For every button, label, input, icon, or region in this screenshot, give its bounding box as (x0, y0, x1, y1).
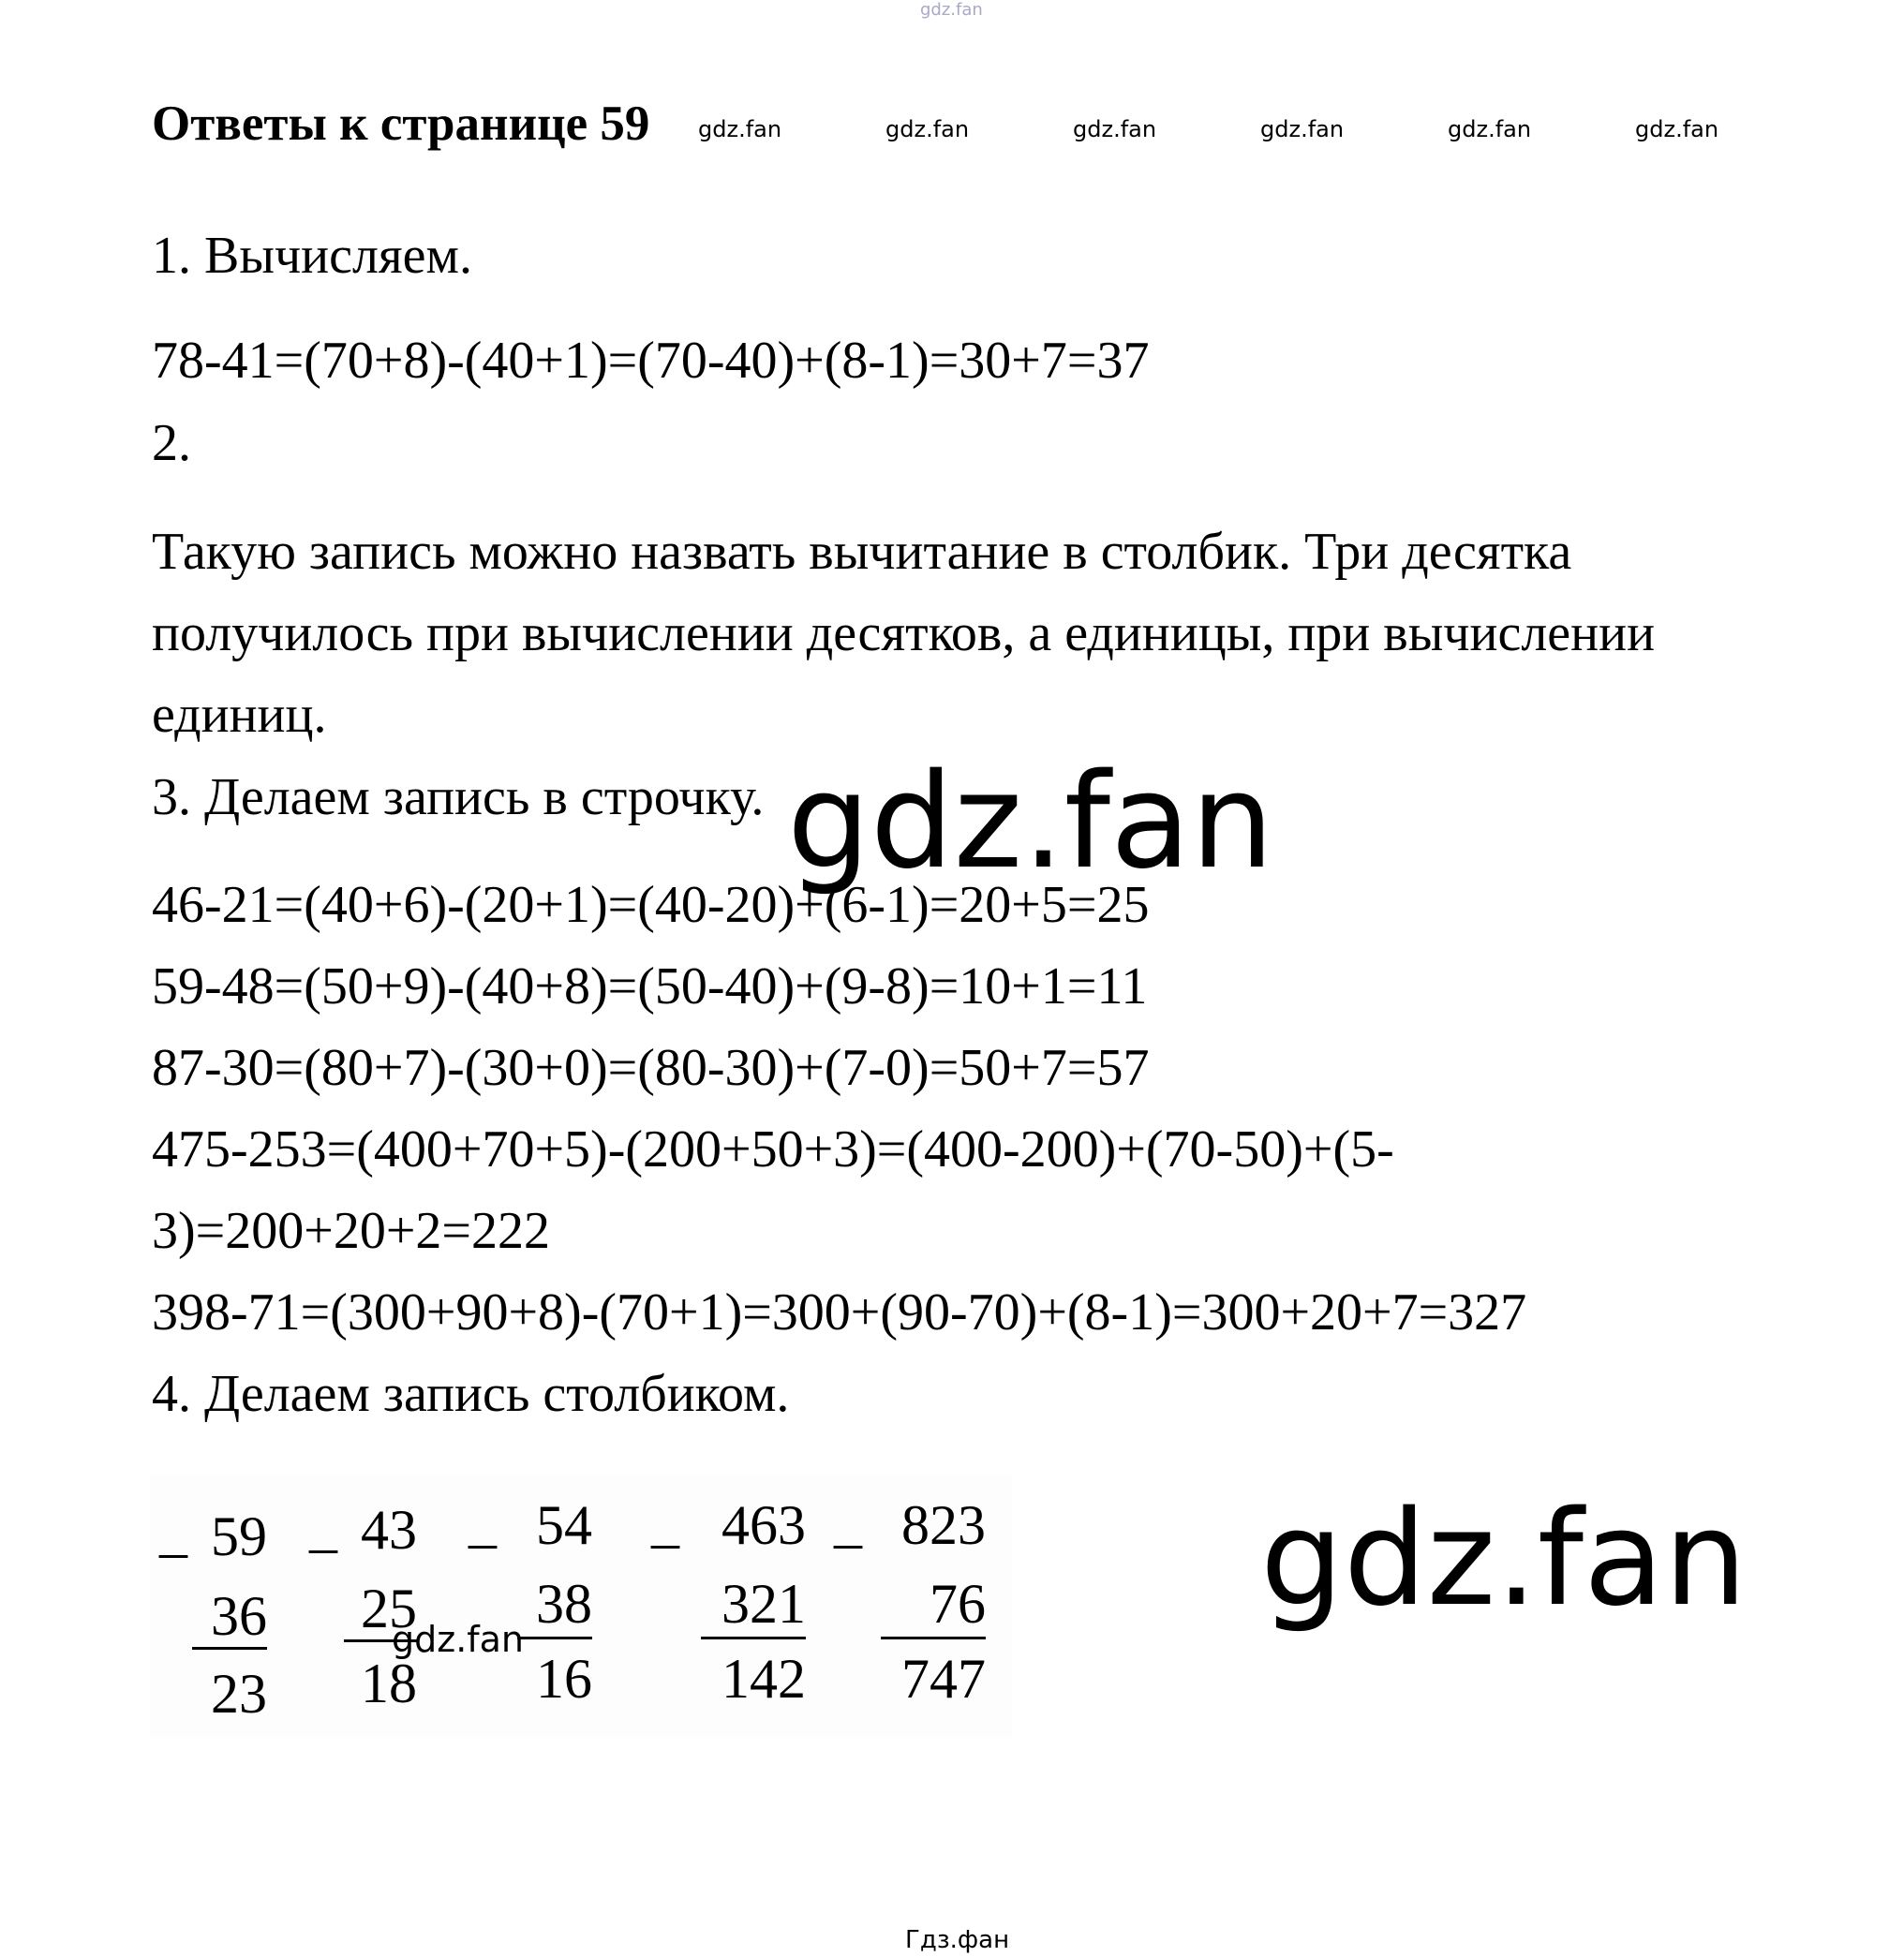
task-2-text-line-3: единиц. (152, 686, 327, 744)
minus-sign: _ (834, 1491, 862, 1553)
task-3-heading: 3. Делаем запись в строчку. (152, 768, 765, 826)
watermark-in-columns: gdz.fan (392, 1619, 525, 1660)
task-3-expression-3: 87-30=(80+7)-(30+0)=(80-30)+(7-0)=50+7=57 (152, 1039, 1150, 1097)
minuend: 463 (721, 1494, 806, 1556)
column-subtraction-5 (834, 1490, 986, 1724)
task-3-expression-1: 46-21=(40+6)-(20+1)=(40-20)+(6-1)=20+5=25 (152, 876, 1150, 934)
task-3-expression-4b: 3)=200+20+2=222 (152, 1202, 550, 1260)
minus-sign: _ (469, 1491, 497, 1553)
task-3-expression-2: 59-48=(50+9)-(40+8)=(50-40)+(9-8)=10+1=11 (152, 957, 1148, 1016)
result: 16 (536, 1648, 592, 1710)
task-3-expression-4a: 475-253=(400+70+5)-(200+50+3)=(400-200)+(70-50)+(5- (152, 1120, 1394, 1179)
result: 23 (211, 1663, 267, 1725)
watermark-row-1: gdz.fan (698, 116, 782, 142)
minuend: 59 (211, 1505, 267, 1567)
watermark-row-5: gdz.fan (1448, 116, 1532, 142)
subtrahend: 36 (211, 1585, 267, 1647)
page-title: Ответы к странице 59 (152, 96, 650, 151)
subtrahend: 321 (721, 1573, 806, 1635)
result: 747 (901, 1648, 986, 1710)
minuend: 54 (536, 1494, 592, 1556)
watermark-big-middle: gdz.fan (787, 746, 1274, 898)
result-line (881, 1637, 986, 1639)
minus-sign: _ (309, 1496, 337, 1558)
minuend: 43 (361, 1499, 417, 1561)
watermark-row-3: gdz.fan (1073, 116, 1157, 142)
result-line (517, 1637, 592, 1639)
task-2-text-line-1: Такую запись можно назвать вычитание в столбик. Три десятка (152, 523, 1572, 581)
column-subtraction-4 (651, 1490, 806, 1724)
result: 18 (361, 1653, 417, 1714)
column-subtraction-2 (309, 1494, 417, 1728)
result: 142 (721, 1648, 806, 1710)
subtrahend: 76 (930, 1573, 986, 1635)
task-1-expression: 78-41=(70+8)-(40+1)=(70-40)+(8-1)=30+7=37 (152, 332, 1150, 390)
column-subtraction-3 (469, 1490, 592, 1724)
subtrahend: 38 (536, 1573, 592, 1635)
subtrahend: 25 (361, 1578, 417, 1639)
minus-sign: _ (159, 1501, 187, 1563)
result-line (192, 1647, 267, 1650)
watermark-row-4: gdz.fan (1260, 116, 1345, 142)
result-line (701, 1637, 806, 1639)
watermark-big-right: gdz.fan (1260, 1483, 1748, 1636)
watermark-bottom: Гдз.фан (905, 1926, 1010, 1954)
minuend: 823 (901, 1494, 986, 1556)
task-4-heading: 4. Делаем запись столбиком. (152, 1365, 790, 1423)
minus-sign: _ (651, 1491, 679, 1553)
task-2-text-line-2: получилось при вычислении десятков, а единицы, при вычислении (152, 604, 1656, 662)
column-subtraction-1 (159, 1499, 267, 1733)
watermark-top: gdz.fan (920, 0, 983, 20)
task-1-heading: 1. Вычисляем. (152, 227, 472, 285)
watermark-row-6: gdz.fan (1635, 116, 1719, 142)
task-3-expression-5: 398-71=(300+90+8)-(70+1)=300+(90-70)+(8-1)=300+20+7=327 (152, 1283, 1527, 1342)
watermark-row-2: gdz.fan (885, 116, 970, 142)
task-2-heading: 2. (152, 414, 191, 472)
